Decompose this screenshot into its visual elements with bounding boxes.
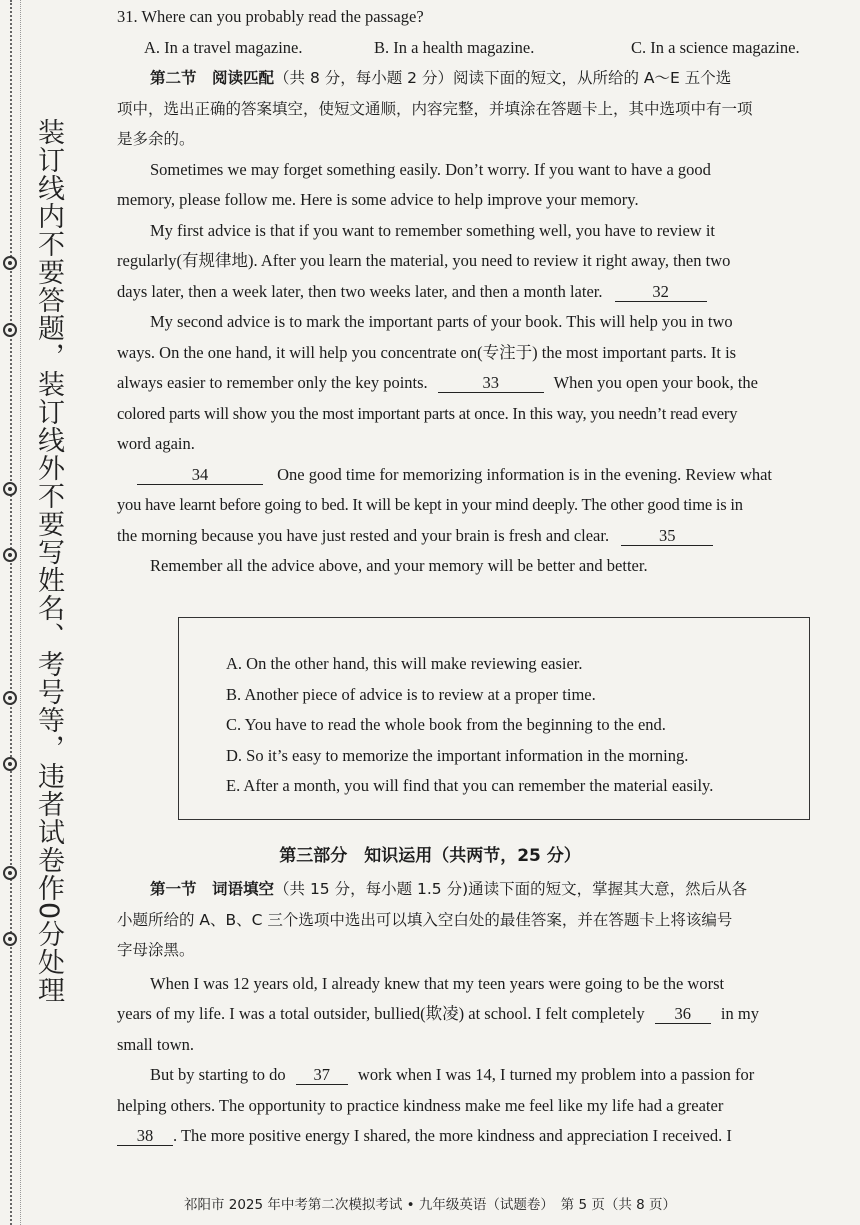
passage-p3-line5: word again. — [117, 434, 195, 453]
option-a: A. In a travel magazine. — [144, 37, 303, 57]
passage-p3-line3-text-b: When you open your book, the — [553, 373, 758, 392]
part-3-title: 第三部分 知识运用（共两节，25 分） — [279, 846, 581, 866]
part-3-instructions — [117, 874, 842, 905]
binding-hole-icon — [3, 256, 17, 270]
choice-e: E. After a month, you will find that you can remember the material easily. — [226, 776, 714, 795]
choice-b: B. Another piece of advice is to review at a proper time. — [226, 684, 596, 704]
binding-dotted-line — [10, 0, 12, 1225]
part-3-instr-line2: 小题所给的 A、B、C 三个选项中选出可以填入空白处的最佳答案，并在答题卡上将该编号 — [117, 910, 733, 929]
blank-32: 32 — [615, 283, 707, 302]
page-content — [117, 0, 842, 582]
passage-p4-line1-text: One good time for memorizing information is in the evening. Review what — [277, 464, 773, 484]
section-2-instructions — [117, 63, 842, 94]
cloze-p1-line2-text-a: years of my life. I was a total outsider, bullied(欺凌) at school. I felt completely — [117, 1004, 645, 1023]
section-2-instr-line3: 是多余的。 — [117, 130, 195, 148]
option-c: C. In a science magazine. — [631, 37, 800, 57]
cloze-p2-line2: helping others. The opportunity to practice kindness make me feel like my life had a greater — [117, 1095, 724, 1115]
passage-p3-line4: colored parts will show you the most important parts at once. In this way, you needn’t read every — [117, 403, 738, 423]
passage-p1-line1: Sometimes we may forget something easily. Don’t worry. If you want to have a good — [150, 159, 711, 179]
binding-hole-icon — [3, 548, 17, 562]
passage-p4-line2: you have learnt before going to bed. It will be kept in your mind deeply. The other good time is in — [117, 495, 743, 514]
cloze-p2-line3 — [117, 1121, 842, 1152]
section-2-instr-line1: （共 8 分，每小题 2 分）阅读下面的短文，从所给的 A～E 五个选 — [274, 69, 732, 87]
passage-p3-line3-text-a: always easier to remember only the key points. — [117, 373, 428, 392]
blank-37: 37 — [296, 1066, 348, 1085]
page-footer: 祁阳市 2025 年中考第二次模拟考试 • 九年级英语（试题卷） 第 5 页（共 8 页） — [183, 1197, 677, 1213]
part-3-content — [117, 874, 842, 1152]
passage-p4-line3-text: the morning because you have just rested and your brain is fresh and clear. — [117, 525, 610, 545]
choices-box — [178, 617, 810, 820]
blank-33: 33 — [438, 374, 544, 393]
blank-38: 38 — [117, 1127, 173, 1146]
cloze-p1-line1: When I was 12 years old, I already knew that my teen years were going to be the worst — [150, 973, 725, 993]
cloze-p2-line1 — [117, 1060, 842, 1091]
cloze-p2-line1-text-a: But by starting to do — [150, 1065, 286, 1084]
passage-p2-line3 — [117, 277, 842, 308]
passage-p2-line2: regularly(有规律地). After you learn the material, you need to review it right away, then two — [117, 251, 731, 270]
passage-p5: Remember all the advice above, and your memory will be better and better. — [150, 556, 648, 575]
blank-36: 36 — [655, 1005, 711, 1024]
cloze-p1-line2-text-b: in my — [720, 1004, 759, 1023]
question-31-options — [117, 33, 842, 64]
choice-c: C. You have to read the whole book from the beginning to the end. — [226, 715, 666, 734]
binding-hole-icon — [3, 482, 17, 496]
cloze-p2-line3-text: . The more positive energy I shared, the more kindness and appreciation I received. I — [173, 1126, 732, 1145]
cloze-p1-line2 — [117, 999, 842, 1030]
section-2-instr-line2: 项中，选出正确的答案填空，使短文通顺，内容完整，并填涂在答题卡上，其中选项中有一项 — [117, 99, 753, 118]
cloze-p2-line1-text-b: work when I was 14, I turned my problem into a passion for — [357, 1065, 755, 1084]
binding-warning-text: 装订线内不要答题，装订线外不要写姓名、考号等，违者试卷作0分处理 — [33, 118, 64, 1005]
option-b: B. In a health magazine. — [374, 37, 535, 57]
passage-p3-line2: ways. On the one hand, it will help you concentrate on(专注于) the most important parts. It is — [117, 342, 737, 362]
passage-p2-line3-text: days later, then a week later, then two weeks later, and then a month later. — [117, 281, 603, 301]
passage-p2-line1: My first advice is that if you want to remember something well, you have to review it — [150, 220, 715, 240]
passage-p4-line3 — [117, 521, 842, 552]
passage-p3-line3 — [117, 368, 842, 399]
cloze-p1-line3: small town. — [117, 1034, 194, 1054]
blank-34: 34 — [137, 466, 263, 485]
binding-hole-icon — [3, 323, 17, 337]
binding-hole-icon — [3, 866, 17, 880]
binding-hole-icon — [3, 932, 17, 946]
passage-p4-line1 — [117, 460, 842, 491]
binding-hole-icon — [3, 757, 17, 771]
part-3-instr-line1: （共 15 分，每小题 1.5 分)通读下面的短文，掌握其大意，然后从各 — [274, 880, 748, 898]
choice-a: A. On the other hand, this will make reviewing easier. — [226, 654, 583, 673]
passage-p3-line1: My second advice is to mark the important parts of your book. This will help you in two — [150, 312, 733, 331]
binding-hole-icon — [3, 691, 17, 705]
section-2-title: 第二节 阅读匹配 — [150, 69, 275, 87]
blank-35: 35 — [621, 527, 713, 546]
binding-strip — [0, 0, 96, 1225]
part-3-instr-line3: 字母涂黑。 — [117, 941, 195, 959]
part-3-sub-title: 第一节 词语填空 — [150, 880, 275, 898]
choice-d: D. So it’s easy to memorize the important information in the morning. — [226, 745, 689, 765]
passage-p1-line2: memory, please follow me. Here is some advice to help improve your memory. — [117, 190, 639, 209]
binding-dotted-line-inner — [20, 0, 21, 1225]
question-31-stem: 31. Where can you probably read the passage? — [117, 7, 424, 26]
